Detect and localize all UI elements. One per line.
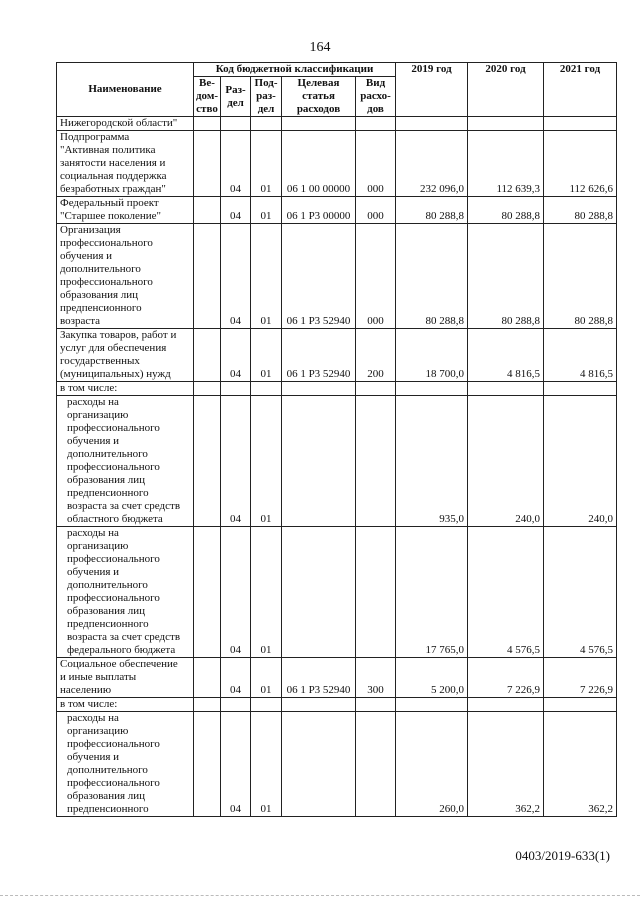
cell-expense-type <box>356 396 396 527</box>
cell-2021: 80 288,8 <box>544 224 617 329</box>
cell-razdel: 04 <box>221 527 251 658</box>
cell-target-article <box>282 527 356 658</box>
table-row <box>57 224 617 329</box>
cell-razdel <box>221 382 251 396</box>
cell-podrazdel: 01 <box>251 527 282 658</box>
header-code-group: Код бюджетной классификации <box>194 63 396 77</box>
cell-target-article: 06 1 P3 52940 <box>282 329 356 382</box>
cell-2019: 232 096,0 <box>396 131 468 197</box>
cell-2021 <box>544 117 617 131</box>
cell-2021 <box>544 698 617 712</box>
cell-vedomstvo <box>194 117 221 131</box>
cell-name: Федеральный проект "Старшее поколение" <box>57 197 194 224</box>
table-row <box>57 396 617 527</box>
cell-name: в том числе: <box>57 382 194 396</box>
cell-target-article <box>282 698 356 712</box>
cell-expense-type: 000 <box>356 197 396 224</box>
header-podrazdel: Под- раз- дел <box>251 77 282 117</box>
cell-2019 <box>396 382 468 396</box>
header-expense-type: Вид расхо- дов <box>356 77 396 117</box>
cell-podrazdel <box>251 698 282 712</box>
cell-2020 <box>468 117 544 131</box>
cell-2020: 112 639,3 <box>468 131 544 197</box>
table-row <box>57 197 617 224</box>
cell-expense-type: 300 <box>356 658 396 698</box>
cell-vedomstvo <box>194 197 221 224</box>
cell-podrazdel: 01 <box>251 329 282 382</box>
header-name: Наименование <box>57 63 194 117</box>
cell-vedomstvo <box>194 712 221 817</box>
cell-2021: 7 226,9 <box>544 658 617 698</box>
cell-2021: 362,2 <box>544 712 617 817</box>
cell-2020: 4 816,5 <box>468 329 544 382</box>
cell-podrazdel: 01 <box>251 396 282 527</box>
cell-2020: 240,0 <box>468 396 544 527</box>
header-year-2021: 2021 год <box>544 63 617 117</box>
cell-name: расходы на организацию профессионального обучения и дополнительного профессионального образования лиц предпенсионного возраста за счет средств областного бюджета <box>57 396 194 527</box>
table-row <box>57 658 617 698</box>
cell-2021: 112 626,6 <box>544 131 617 197</box>
cell-razdel: 04 <box>221 131 251 197</box>
cell-name: Нижегородской области" <box>57 117 194 131</box>
cell-razdel: 04 <box>221 712 251 817</box>
cell-2019: 80 288,8 <box>396 224 468 329</box>
cell-2019 <box>396 698 468 712</box>
cell-podrazdel <box>251 382 282 396</box>
cell-target-article: 06 1 P3 52940 <box>282 658 356 698</box>
cell-target-article: 06 1 00 00000 <box>282 131 356 197</box>
table-row <box>57 712 617 817</box>
cell-podrazdel: 01 <box>251 224 282 329</box>
table-row <box>57 382 617 396</box>
header-target-article: Целевая статья расходов <box>282 77 356 117</box>
cell-2020: 80 288,8 <box>468 197 544 224</box>
header-year-2019: 2019 год <box>396 63 468 117</box>
cell-razdel <box>221 117 251 131</box>
cell-target-article <box>282 396 356 527</box>
cell-target-article <box>282 382 356 396</box>
header-razdel: Раз- дел <box>221 77 251 117</box>
scan-edge-line <box>0 895 640 896</box>
cell-vedomstvo <box>194 698 221 712</box>
cell-2021: 240,0 <box>544 396 617 527</box>
cell-expense-type: 000 <box>356 224 396 329</box>
table-row <box>57 131 617 197</box>
cell-2020 <box>468 698 544 712</box>
cell-vedomstvo <box>194 131 221 197</box>
cell-podrazdel: 01 <box>251 131 282 197</box>
document-code: 0403/2019-633(1) <box>515 848 610 863</box>
cell-2021: 80 288,8 <box>544 197 617 224</box>
cell-2019: 80 288,8 <box>396 197 468 224</box>
cell-vedomstvo <box>194 527 221 658</box>
cell-2021 <box>544 382 617 396</box>
cell-2019: 935,0 <box>396 396 468 527</box>
cell-2021: 4 816,5 <box>544 329 617 382</box>
page-number: 164 <box>309 40 331 55</box>
table-header <box>57 63 617 117</box>
cell-razdel: 04 <box>221 658 251 698</box>
header-year-2020: 2020 год <box>468 63 544 117</box>
cell-vedomstvo <box>194 396 221 527</box>
cell-name: Подпрограмма "Активная политика занятости населения и социальная поддержка безработных граждан" <box>57 131 194 197</box>
cell-expense-type <box>356 698 396 712</box>
cell-expense-type <box>356 117 396 131</box>
cell-podrazdel: 01 <box>251 658 282 698</box>
cell-2019: 17 765,0 <box>396 527 468 658</box>
cell-expense-type <box>356 527 396 658</box>
cell-2019: 5 200,0 <box>396 658 468 698</box>
cell-vedomstvo <box>194 382 221 396</box>
cell-vedomstvo <box>194 658 221 698</box>
cell-2021: 4 576,5 <box>544 527 617 658</box>
cell-name: в том числе: <box>57 698 194 712</box>
table-row <box>57 698 617 712</box>
cell-name: Организация профессионального обучения и дополнительного профессионального образования лиц предпенсионного возраста <box>57 224 194 329</box>
cell-podrazdel: 01 <box>251 712 282 817</box>
cell-expense-type <box>356 382 396 396</box>
cell-target-article <box>282 117 356 131</box>
cell-razdel: 04 <box>221 329 251 382</box>
cell-podrazdel <box>251 117 282 131</box>
cell-2020: 80 288,8 <box>468 224 544 329</box>
cell-expense-type: 200 <box>356 329 396 382</box>
cell-name: расходы на организацию профессионального обучения и дополнительного профессионального образования лиц предпенсионного <box>57 712 194 817</box>
cell-expense-type <box>356 712 396 817</box>
cell-2020 <box>468 382 544 396</box>
cell-2019 <box>396 117 468 131</box>
cell-razdel: 04 <box>221 197 251 224</box>
cell-2019: 260,0 <box>396 712 468 817</box>
cell-name: расходы на организацию профессионального обучения и дополнительного профессионального образования лиц предпенсионного возраста за счет средств федерального бюджета <box>57 527 194 658</box>
cell-name: Социальное обеспечение и иные выплаты населению <box>57 658 194 698</box>
budget-table <box>56 62 617 817</box>
cell-2020: 4 576,5 <box>468 527 544 658</box>
header-vedomstvo: Ве- дом- ство <box>194 77 221 117</box>
cell-2020: 7 226,9 <box>468 658 544 698</box>
cell-target-article: 06 1 P3 00000 <box>282 197 356 224</box>
cell-razdel <box>221 698 251 712</box>
cell-vedomstvo <box>194 224 221 329</box>
table-row <box>57 527 617 658</box>
cell-target-article <box>282 712 356 817</box>
cell-razdel: 04 <box>221 396 251 527</box>
cell-razdel: 04 <box>221 224 251 329</box>
cell-2019: 18 700,0 <box>396 329 468 382</box>
table-row <box>57 117 617 131</box>
cell-target-article: 06 1 P3 52940 <box>282 224 356 329</box>
cell-name: Закупка товаров, работ и услуг для обеспечения государственных (муниципальных) нужд <box>57 329 194 382</box>
cell-2020: 362,2 <box>468 712 544 817</box>
cell-expense-type: 000 <box>356 131 396 197</box>
table-row <box>57 329 617 382</box>
table-body <box>57 117 617 817</box>
cell-podrazdel: 01 <box>251 197 282 224</box>
cell-vedomstvo <box>194 329 221 382</box>
